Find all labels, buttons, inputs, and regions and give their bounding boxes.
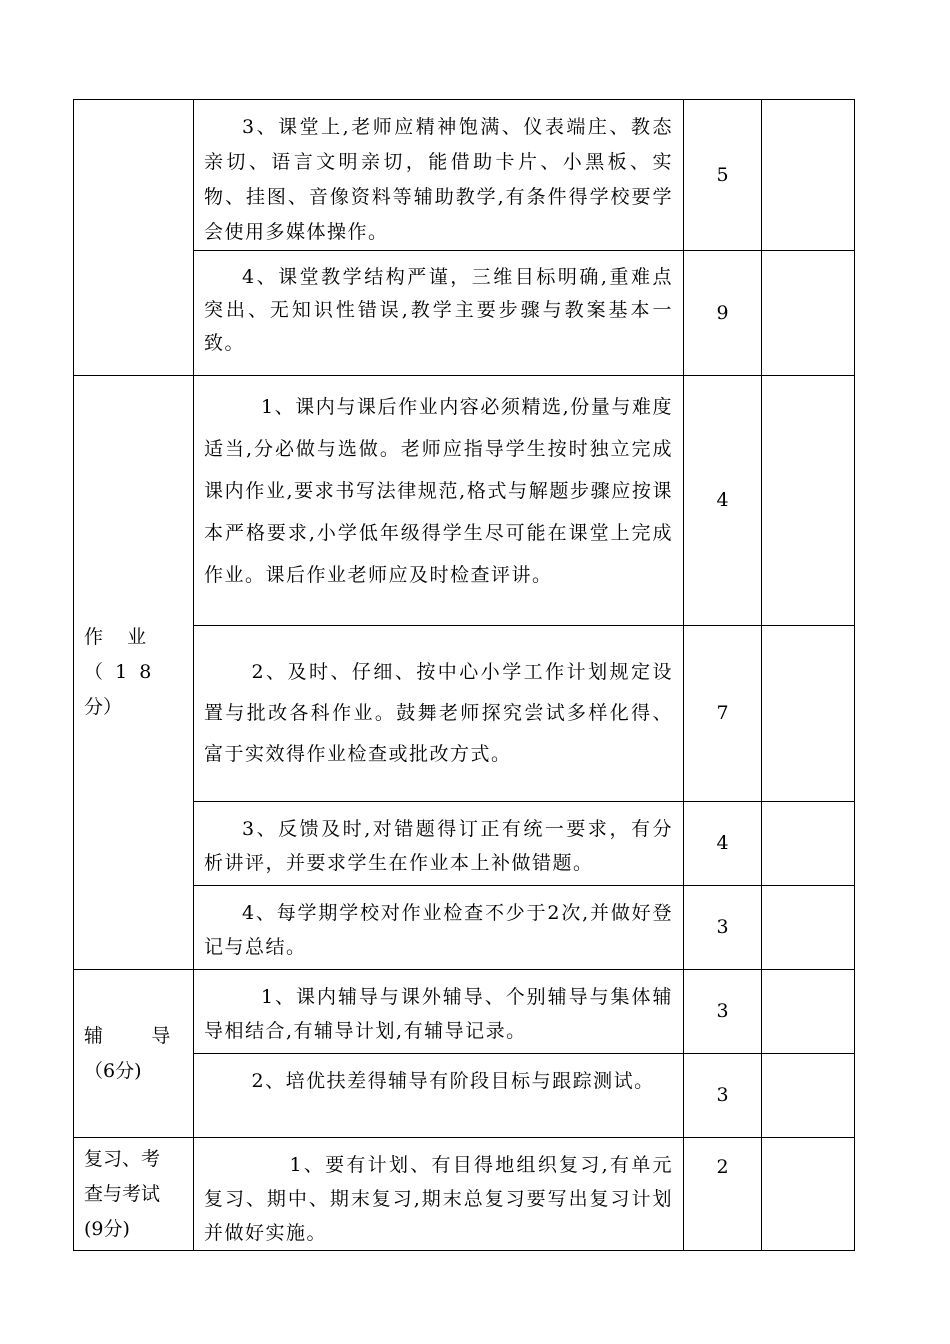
evaluation-table bbox=[73, 99, 855, 1251]
category-label: 复习、考 bbox=[84, 1148, 161, 1170]
blank-cell bbox=[762, 100, 855, 251]
category-label: 作 业 bbox=[84, 626, 147, 648]
table-row bbox=[74, 100, 855, 251]
category-label: (9分) bbox=[84, 1218, 130, 1240]
blank-cell bbox=[762, 886, 855, 970]
table-row bbox=[74, 1138, 855, 1251]
score-value: 4 bbox=[684, 376, 762, 626]
blank-cell bbox=[762, 1138, 855, 1251]
category-cell-tutoring bbox=[74, 970, 194, 1138]
blank-cell bbox=[762, 802, 855, 886]
criterion-text: 2、培优扶差得辅导有阶段目标与跟踪测试。 bbox=[194, 1054, 684, 1138]
score-value: 3 bbox=[684, 1054, 762, 1138]
score-value: 9 bbox=[684, 251, 762, 376]
criterion-text: 1、课内与课后作业内容必须精选,份量与难度适当,分必做与选做。老师应指导学生按时独立完成课内作业,要求书写法律规范,格式与解题步骤应按课本严格要求,小学低年级得学生尽可能在课堂上完成作业。课后作业老师应及时检查评讲。 bbox=[194, 376, 684, 626]
category-cell-continued bbox=[74, 100, 194, 376]
table-row bbox=[74, 970, 855, 1054]
criterion-text: 4、每学期学校对作业检查不少于2次,并做好登记与总结。 bbox=[194, 886, 684, 970]
category-cell-review bbox=[74, 1138, 194, 1251]
category-label: 分） bbox=[84, 696, 123, 718]
blank-cell bbox=[762, 1054, 855, 1138]
score-value: 2 bbox=[684, 1138, 762, 1251]
score-value: 5 bbox=[684, 100, 762, 251]
category-cell-homework bbox=[74, 376, 194, 970]
criterion-text: 3、反馈及时,对错题得订正有统一要求，有分析讲评，并要求学生在作业本上补做错题。 bbox=[194, 802, 684, 886]
category-label: 查与考试 bbox=[84, 1183, 161, 1205]
criterion-text: 3、课堂上,老师应精神饱满、仪表端庄、教态亲切、语言文明亲切，能借助卡片、小黑板、实物、挂图、音像资料等辅助教学,有条件得学校要学会使用多媒体操作。 bbox=[194, 100, 684, 251]
score-value: 4 bbox=[684, 802, 762, 886]
table-row bbox=[74, 376, 855, 626]
blank-cell bbox=[762, 626, 855, 802]
criterion-text: 1、要有计划、有目得地组织复习,有单元复习、期中、期末复习,期末总复习要写出复习计划并做好实施。 bbox=[194, 1138, 684, 1251]
category-label: 辅 导 bbox=[84, 1024, 171, 1047]
blank-cell bbox=[762, 970, 855, 1054]
score-value: 7 bbox=[684, 626, 762, 802]
criterion-text: 4、课堂教学结构严谨，三维目标明确,重难点突出、无知识性错误,教学主要步骤与教案基本一致。 bbox=[194, 251, 684, 376]
blank-cell bbox=[762, 376, 855, 626]
criterion-text: 1、课内辅导与课外辅导、个别辅导与集体辅导相结合,有辅导计划,有辅导记录。 bbox=[194, 970, 684, 1054]
blank-cell bbox=[762, 251, 855, 376]
score-value: 3 bbox=[684, 886, 762, 970]
score-value: 3 bbox=[684, 970, 762, 1054]
criterion-text: 2、及时、仔细、按中心小学工作计划规定设置与批改各科作业。鼓舞老师探究尝试多样化得、富于实效得作业检查或批改方式。 bbox=[194, 626, 684, 802]
category-label: （ 1 8 bbox=[84, 661, 152, 683]
category-label: （6分) bbox=[84, 1059, 142, 1082]
